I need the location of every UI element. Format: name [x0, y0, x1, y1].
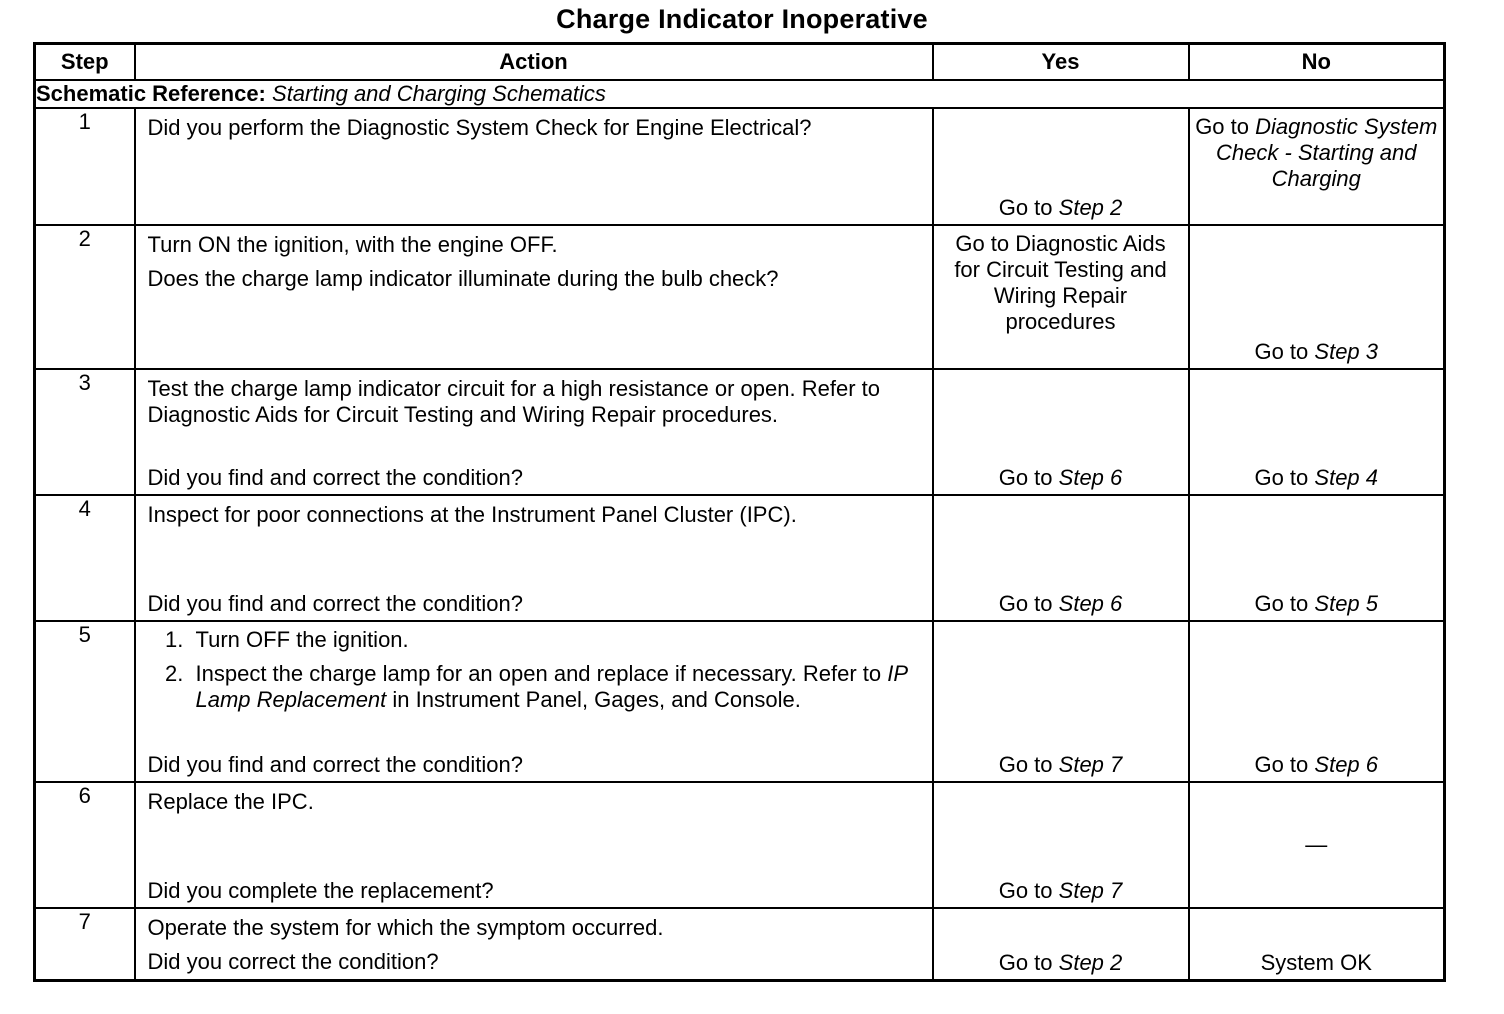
- action-text: Test the charge lamp indicator circuit for a high resistance or open. Refer to Diagnostic Aids for Circuit Testing and Wiring Repair procedures.: [147, 376, 880, 427]
- yes-outcome: Go to Step 6: [998, 591, 1123, 616]
- yes-outcome: Go to Step 6: [998, 465, 1123, 490]
- action-text: Did you correct the condition?: [147, 949, 439, 974]
- header-row: [35, 44, 1445, 81]
- no-outcome: Go to Step 3: [1254, 339, 1379, 364]
- action-cell: [135, 225, 933, 369]
- table-row: [35, 108, 1445, 225]
- action-text: Turn ON the ignition, with the engine OFF.: [147, 232, 558, 257]
- table-row: [35, 782, 1445, 908]
- action-text: Replace the IPC.: [147, 789, 314, 814]
- table-row: [35, 225, 1445, 369]
- yes-outcome: Go to Diagnostic Aids for Circuit Testing and Wiring Repair procedures: [954, 231, 1167, 334]
- schematic-reference-label: Schematic Reference:: [36, 81, 266, 106]
- action-question: Did you find and correct the condition?: [147, 752, 523, 777]
- step-number: 2: [35, 225, 135, 369]
- no-cell: [1189, 369, 1445, 495]
- no-outcome: System OK: [1260, 949, 1372, 975]
- yes-cell: [933, 225, 1189, 369]
- header-yes: Yes: [933, 44, 1189, 81]
- action-cell: [135, 108, 933, 225]
- yes-outcome: Go to Step 2: [998, 195, 1123, 220]
- yes-outcome: Go to Step 7: [998, 878, 1123, 903]
- yes-cell: [933, 908, 1189, 980]
- procedure-step: 1. Turn OFF the ignition.: [190, 627, 926, 653]
- procedure-list: [148, 627, 926, 713]
- no-outcome: Go to Diagnostic System Check - Starting and Charging: [1195, 114, 1438, 191]
- action-question: Did you find and correct the condition?: [147, 465, 523, 490]
- yes-cell: [933, 621, 1189, 782]
- no-cell: [1189, 108, 1445, 225]
- yes-cell: [933, 369, 1189, 495]
- yes-outcome: Go to Step 2: [998, 949, 1123, 975]
- action-cell: [135, 908, 933, 980]
- header-no: No: [1189, 44, 1445, 81]
- action-question: Did you complete the replacement?: [147, 878, 494, 903]
- schematic-reference-row: [35, 80, 1445, 108]
- yes-cell: [933, 495, 1189, 621]
- no-cell: [1189, 782, 1445, 908]
- no-cell: [1189, 495, 1445, 621]
- yes-cell: [933, 782, 1189, 908]
- schematic-reference-value: Starting and Charging Schematics: [272, 81, 606, 106]
- no-outcome: —: [1305, 832, 1328, 857]
- table-row: [35, 908, 1445, 980]
- action-cell: [135, 369, 933, 495]
- step-number: 4: [35, 495, 135, 621]
- diagnostic-table: [33, 42, 1446, 982]
- action-question: Did you find and correct the condition?: [147, 591, 523, 616]
- step-number: 7: [35, 908, 135, 980]
- table-row: [35, 369, 1445, 495]
- header-step: Step: [35, 44, 135, 81]
- no-outcome: Go to Step 4: [1254, 465, 1379, 490]
- procedure-step: 2. Inspect the charge lamp for an open and replace if necessary. Refer to IP Lamp Replacement in Instrument Panel, Gages, and Console.: [190, 661, 926, 713]
- step-number: 6: [35, 782, 135, 908]
- step-number: 3: [35, 369, 135, 495]
- action-cell: [135, 621, 933, 782]
- action-text: Inspect for poor connections at the Instrument Panel Cluster (IPC).: [147, 502, 797, 527]
- no-cell: [1189, 908, 1445, 980]
- step-number: 1: [35, 108, 135, 225]
- action-cell: [135, 495, 933, 621]
- action-cell: [135, 782, 933, 908]
- yes-cell: [933, 108, 1189, 225]
- step-number: 5: [35, 621, 135, 782]
- no-cell: [1189, 225, 1445, 369]
- yes-outcome: Go to Step 7: [998, 752, 1123, 777]
- no-outcome: Go to Step 5: [1254, 591, 1379, 616]
- page-title: Charge Indicator Inoperative: [556, 4, 928, 34]
- table-row: [35, 621, 1445, 782]
- schematic-reference: [35, 80, 1445, 108]
- no-cell: [1189, 621, 1445, 782]
- action-text: Does the charge lamp indicator illuminate during the bulb check?: [147, 266, 779, 291]
- header-action: Action: [135, 44, 933, 81]
- action-text: Did you perform the Diagnostic System Check for Engine Electrical?: [147, 115, 812, 140]
- no-outcome: Go to Step 6: [1254, 752, 1379, 777]
- action-text: Operate the system for which the symptom occurred.: [147, 915, 664, 940]
- table-row: [35, 495, 1445, 621]
